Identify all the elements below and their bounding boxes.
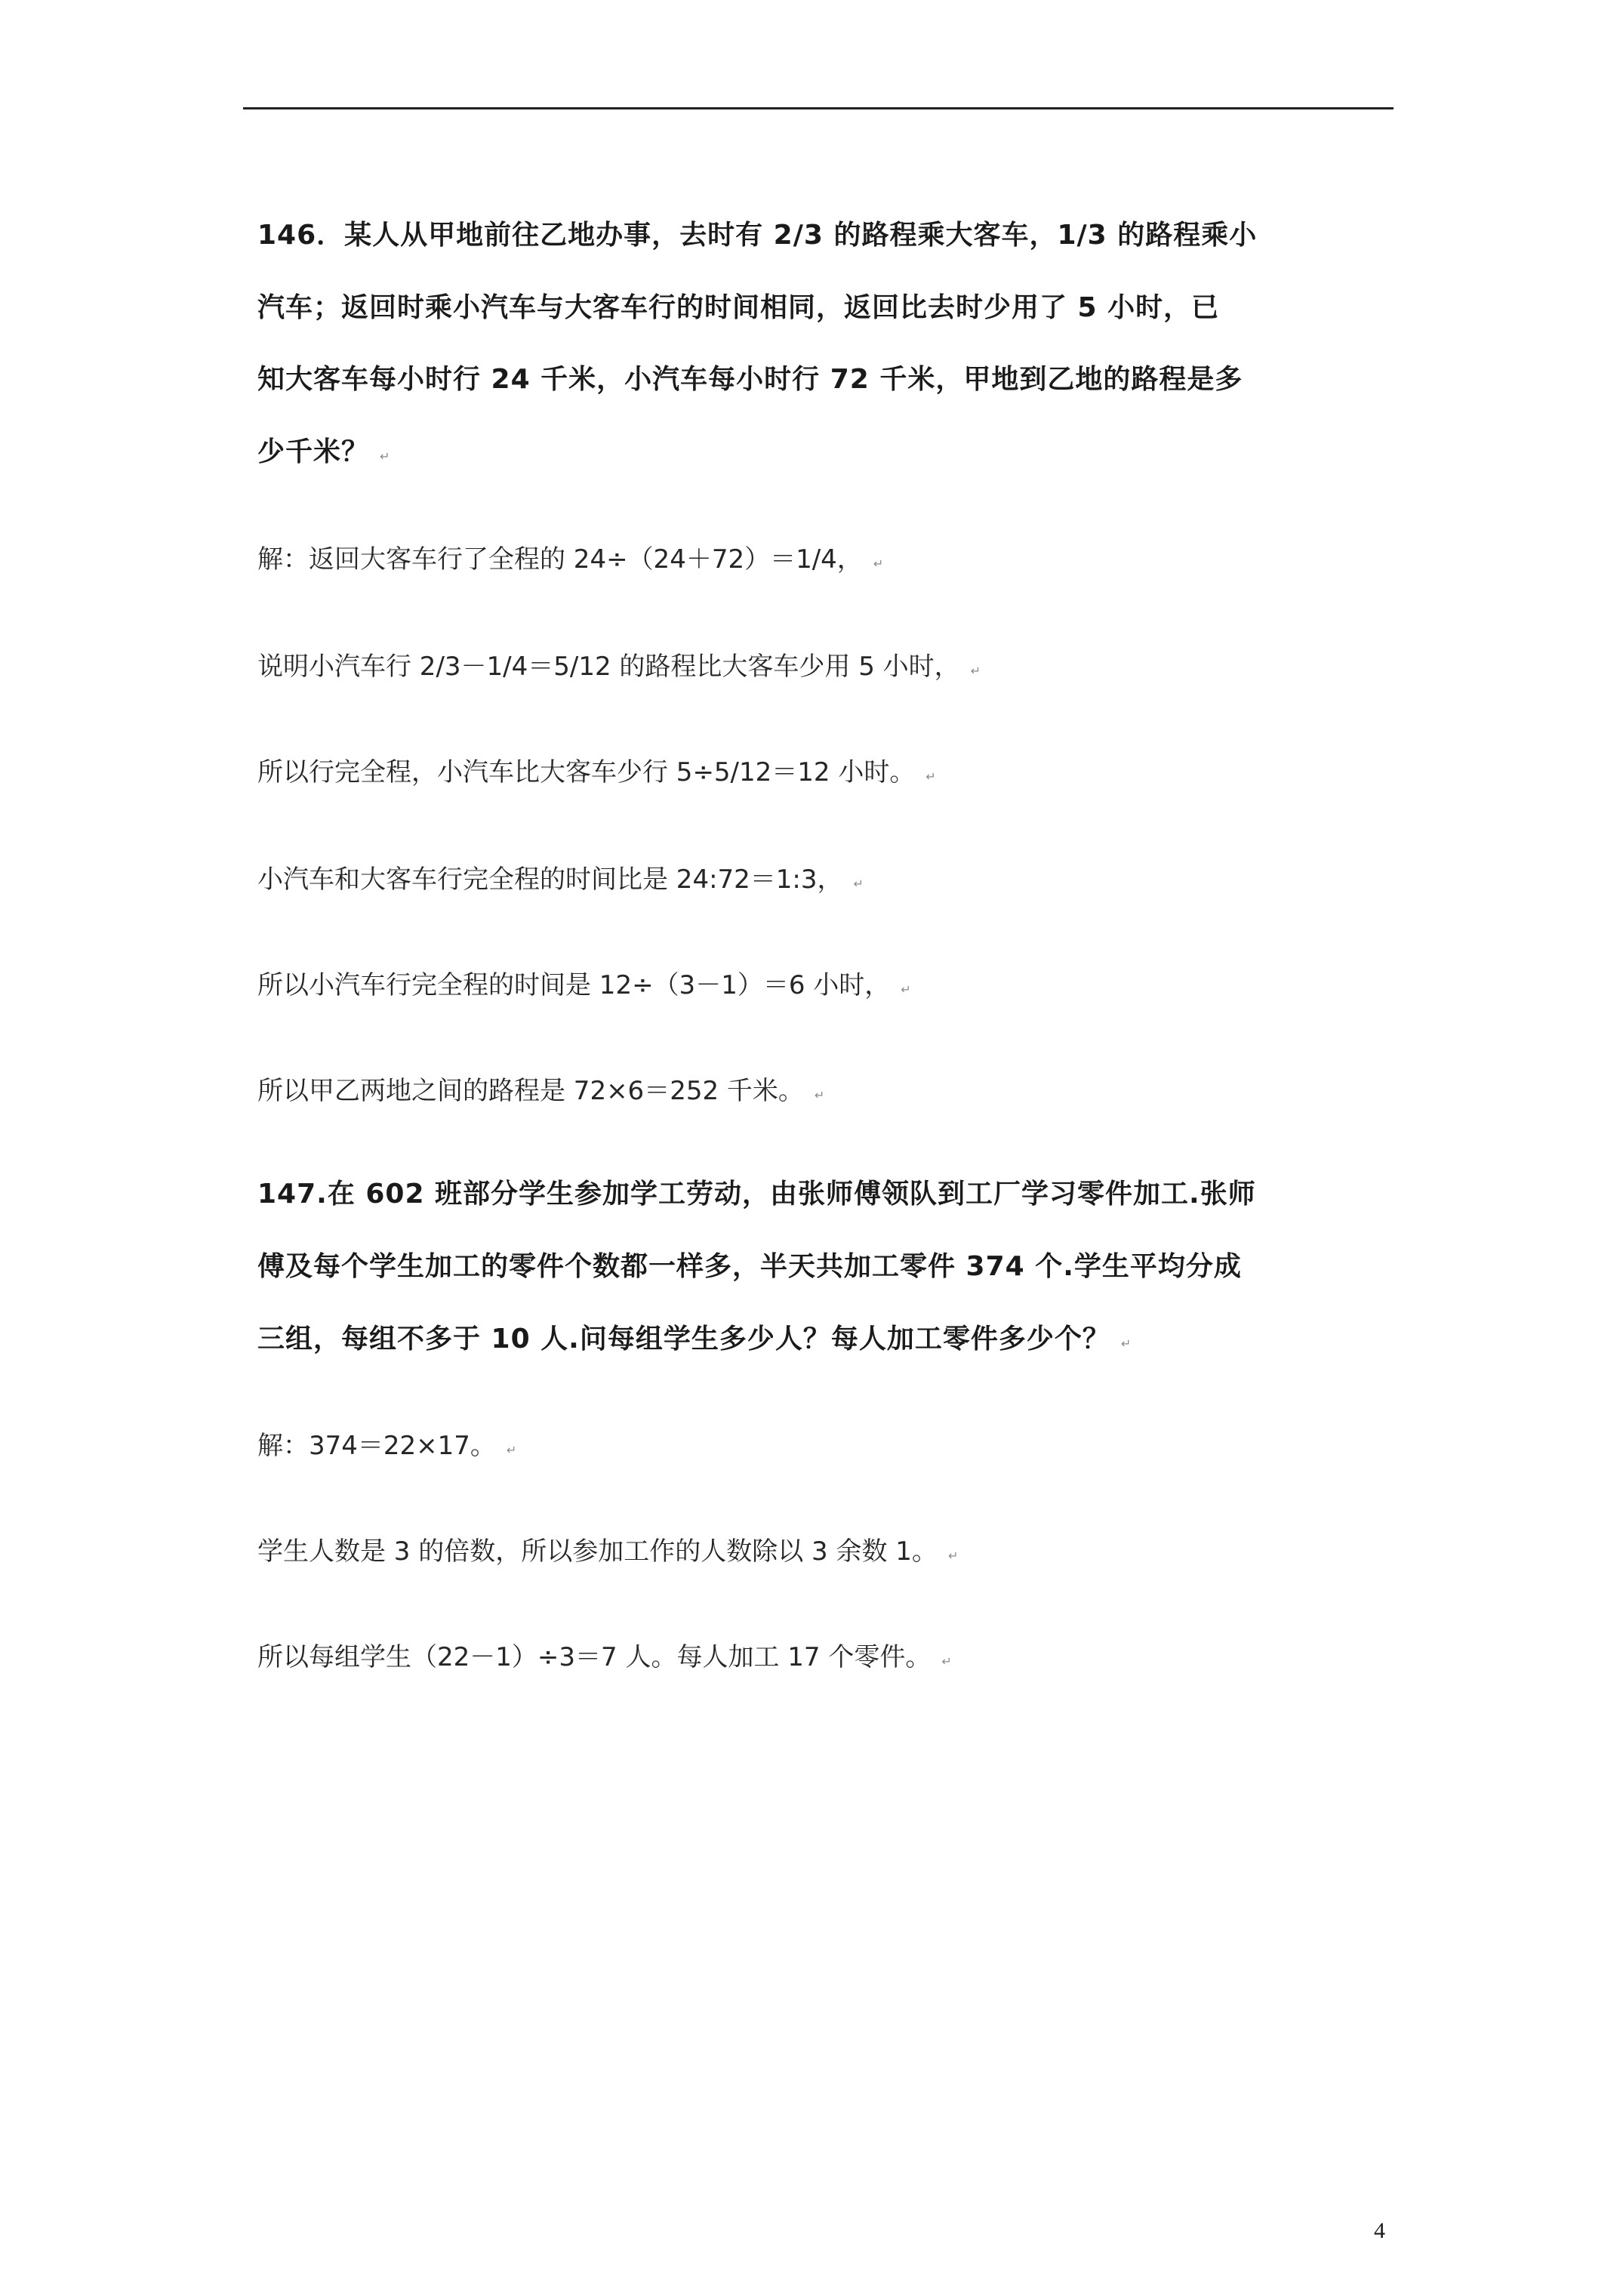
solution-146-line-3: 所以行完全程，小汽车比大客车少行 5÷5/12＝12 小时。 ↵ bbox=[257, 757, 936, 787]
paragraph-mark-icon: ↵ bbox=[1120, 1336, 1132, 1351]
problem-146-line-4: 少千米？ ↵ bbox=[257, 436, 391, 467]
page-number: 4 bbox=[1374, 2218, 1385, 2243]
solution-146-line-4: 小汽车和大客车行完全程的时间比是 24:72＝1:3， ↵ bbox=[257, 864, 864, 895]
problem-146-line-2: 汽车；返回时乘小汽车与大客车行的时间相同，返回比去时少用了 5 小时，已 bbox=[257, 292, 1220, 323]
paragraph-mark-icon: ↵ bbox=[380, 449, 391, 464]
paragraph-mark-icon: ↵ bbox=[970, 664, 981, 678]
paragraph-mark-icon: ↵ bbox=[506, 1443, 517, 1457]
paragraph-mark-icon: ↵ bbox=[947, 1549, 959, 1563]
problem-147-line-3: 三组，每组不多于 10 人.问每组学生多少人？每人加工零件多少个？ ↵ bbox=[257, 1324, 1132, 1354]
paragraph-mark-icon: ↵ bbox=[925, 769, 936, 784]
paragraph-mark-icon: ↵ bbox=[853, 877, 864, 891]
problem-146-line-1: 146．某人从甲地前往乙地办事，去时有 2/3 的路程乘大客车，1/3 的路程乘小 bbox=[257, 220, 1258, 251]
problem-147-line-1: 147.在 602 班部分学生参加学工劳动，由张师傅领队到工厂学习零件加工.张师 bbox=[257, 1179, 1256, 1210]
solution-146-line-5: 所以小汽车行完全程的时间是 12÷（3－1）＝6 小时， ↵ bbox=[257, 970, 911, 1000]
solution-146-line-1: 解：返回大客车行了全程的 24÷（24＋72）＝1/4， ↵ bbox=[257, 544, 884, 575]
solution-147-line-2: 学生人数是 3 的倍数，所以参加工作的人数除以 3 余数 1。 ↵ bbox=[257, 1536, 959, 1567]
solution-146-line-2: 说明小汽车行 2/3－1/4＝5/12 的路程比大客车少用 5 小时， ↵ bbox=[257, 652, 981, 682]
paragraph-mark-icon: ↵ bbox=[873, 556, 884, 571]
paragraph-mark-icon: ↵ bbox=[901, 982, 911, 997]
problem-147-line-2: 傅及每个学生加工的零件个数都一样多，半天共加工零件 374 个.学生平均分成 bbox=[257, 1251, 1242, 1282]
header-rule bbox=[243, 107, 1394, 109]
solution-146-line-6: 所以甲乙两地之间的路程是 72×6＝252 千米。 ↵ bbox=[257, 1076, 825, 1106]
paragraph-mark-icon: ↵ bbox=[814, 1088, 825, 1102]
problem-146-line-3: 知大客车每小时行 24 千米，小汽车每小时行 72 千米，甲地到乙地的路程是多 bbox=[257, 364, 1243, 395]
solution-147-line-1: 解：374＝22×17。 ↵ bbox=[257, 1431, 517, 1461]
paragraph-mark-icon: ↵ bbox=[941, 1654, 952, 1669]
solution-147-line-3: 所以每组学生（22－1）÷3＝7 人。每人加工 17 个零件。 ↵ bbox=[257, 1642, 952, 1672]
